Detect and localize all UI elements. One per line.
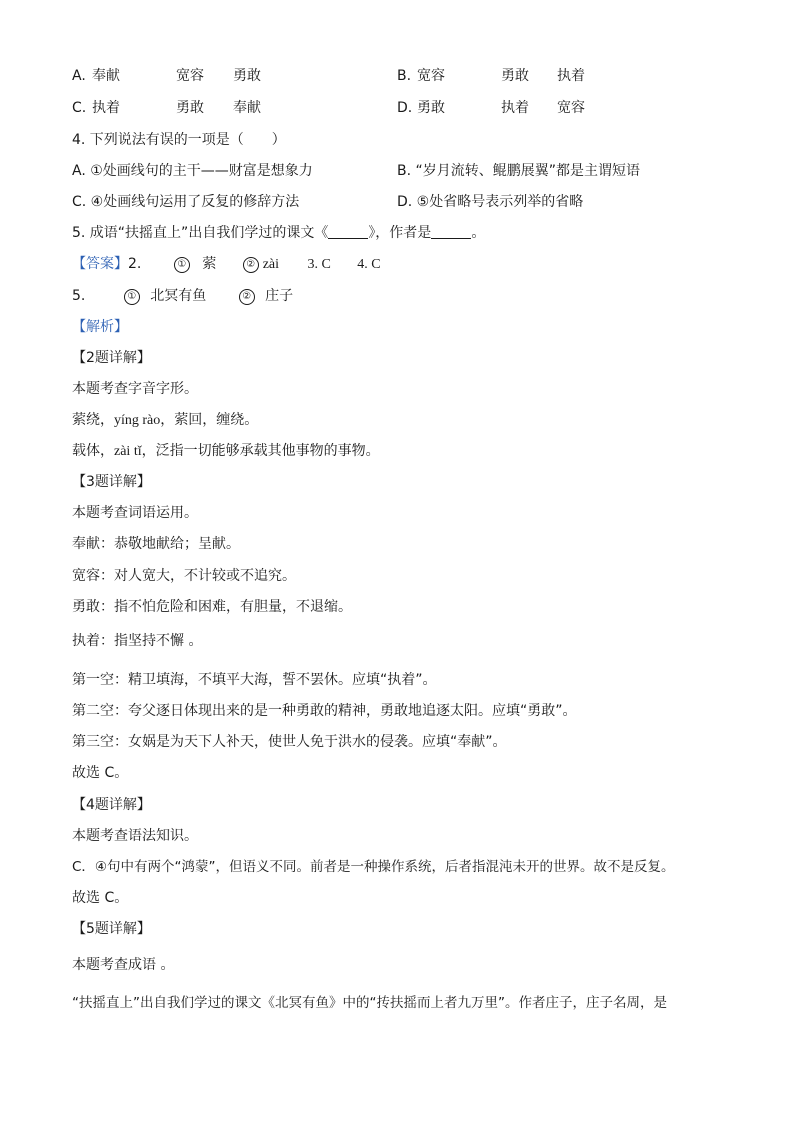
- circle-2-icon: ②: [243, 257, 259, 273]
- q5-blank-author: [431, 224, 471, 239]
- detail-2-line-2: [72, 410, 258, 431]
- analysis-tag: 【解析】: [72, 319, 128, 335]
- answer-tag: 【答案】: [72, 256, 128, 272]
- answer-5-1: 北冥有鱼: [150, 288, 207, 304]
- detail-2-line-3: [72, 441, 380, 462]
- circle-5b-icon: ②: [239, 289, 255, 305]
- detail-3-line-4: 勇敢：指不怕危险和困难，有胆量，不退缩。: [72, 599, 352, 615]
- detail-4-line-3: 故选 C。: [72, 890, 129, 906]
- answer-3: 3. C: [307, 257, 331, 272]
- option-a-word3: 勇敢: [233, 68, 261, 84]
- detail-3-line-5: 执着：指坚持不懈 。: [72, 633, 203, 649]
- q4-option-d: D. ⑤处省略号表示列举的省略: [397, 194, 584, 210]
- detail-2-line-1: 本题考查字音字形。: [72, 381, 198, 397]
- option-c-word1: 执着: [92, 100, 120, 116]
- answer-num-2: 2.: [128, 256, 142, 272]
- detail-5-line-1: 本题考查成语 。: [72, 957, 175, 973]
- detail-2-word-2: 载体，: [72, 443, 114, 459]
- answer-num-5: 5.: [72, 288, 86, 304]
- detail-3-line-8: 第三空：女娲是为天下人补天，使世人免于洪水的侵袭。应填“奉献”。: [72, 734, 507, 750]
- q5-stem-end: 。: [471, 225, 486, 241]
- q5-stem-pre: 5. 成语“扶摇直上”出自我们学过的课文《: [72, 225, 329, 241]
- detail-3-line-3: 宽容：对人宽大，不计较或不追究。: [72, 568, 296, 584]
- detail-5-line-2: “扶摇直上”出自我们学过的课文《北冥有鱼》中的“抟扶摇而上者九万里”。作者庄子，庄子名周，是: [72, 995, 667, 1011]
- detail-4-line-1: 本题考查语法知识。: [72, 828, 198, 844]
- option-c-word3: 奉献: [233, 100, 261, 116]
- option-c-label: C.: [72, 100, 87, 116]
- q4-option-c: C. ④处画线句运用了反复的修辞方法: [72, 194, 300, 210]
- q5-stem: [72, 223, 485, 243]
- detail-4-line-2: C．④句中有两个“鸿蒙”，但语义不同。前者是一种操作系统，后者指混沌未开的世界。故不是反复。: [72, 859, 675, 875]
- option-d-word1: 勇敢: [417, 100, 445, 116]
- q5-stem-mid: 》，作者是: [368, 225, 432, 241]
- detail-3-line-9: 故选 C。: [72, 765, 129, 781]
- q4-option-b: B. “岁月流转、鲲鹏展翼”都是主谓短语: [397, 163, 641, 179]
- detail-3-line-2: 奉献：恭敬地献给；呈献。: [72, 536, 240, 552]
- detail-2-word: 萦绕，: [72, 412, 114, 428]
- detail-4-heading: 【4题详解】: [72, 797, 151, 813]
- detail-3-line-7: 第二空：夸父逐日体现出来的是一种勇敢的精神，勇敢地追逐太阳。应填“勇敢”。: [72, 703, 577, 719]
- q4-stem: 4. 下列说法有误的一项是（ ）: [72, 132, 286, 148]
- detail-2-heading: 【2题详解】: [72, 350, 151, 366]
- answer-line-2: [72, 286, 293, 306]
- circle-1-icon: ①: [174, 257, 190, 273]
- detail-5-heading: 【5题详解】: [72, 921, 151, 937]
- option-c-word2: 勇敢: [176, 100, 204, 116]
- detail-3-heading: 【3题详解】: [72, 474, 151, 490]
- option-b-word1: 宽容: [417, 68, 445, 84]
- circle-5a-icon: ①: [124, 289, 140, 305]
- option-b-word2: 勇敢: [501, 68, 529, 84]
- answer-line-1: [72, 254, 381, 275]
- option-a-label: A.: [72, 68, 86, 84]
- option-b-label: B.: [397, 68, 412, 84]
- q5-blank-title: [328, 224, 368, 239]
- answer-4: 4. C: [357, 257, 381, 272]
- detail-2-pinyin-2: zài tǐ: [114, 444, 142, 459]
- option-d-word2: 执着: [501, 100, 529, 116]
- answer-2-1: 萦: [202, 256, 217, 272]
- answer-5-2: 庄子: [265, 288, 294, 304]
- detail-2-pinyin: yíng rào: [114, 413, 161, 428]
- detail-2-meaning: ，萦回，缠绕。: [160, 412, 259, 428]
- option-a-word1: 奉献: [92, 68, 120, 84]
- option-a-word2: 宽容: [176, 68, 204, 84]
- answer-2-2: zài: [262, 257, 280, 272]
- detail-3-line-6: 第一空：精卫填海，不填平大海，誓不罢休。应填“执着”。: [72, 672, 437, 688]
- q4-option-a: A. ①处画线句的主干——财富是想象力: [72, 163, 313, 179]
- option-d-word3: 宽容: [557, 100, 585, 116]
- option-b-word3: 执着: [557, 68, 585, 84]
- detail-2-meaning-2: ，泛指一切能够承载其他事物的事物。: [141, 443, 380, 459]
- option-d-label: D.: [397, 100, 413, 116]
- detail-3-line-1: 本题考查词语运用。: [72, 505, 198, 521]
